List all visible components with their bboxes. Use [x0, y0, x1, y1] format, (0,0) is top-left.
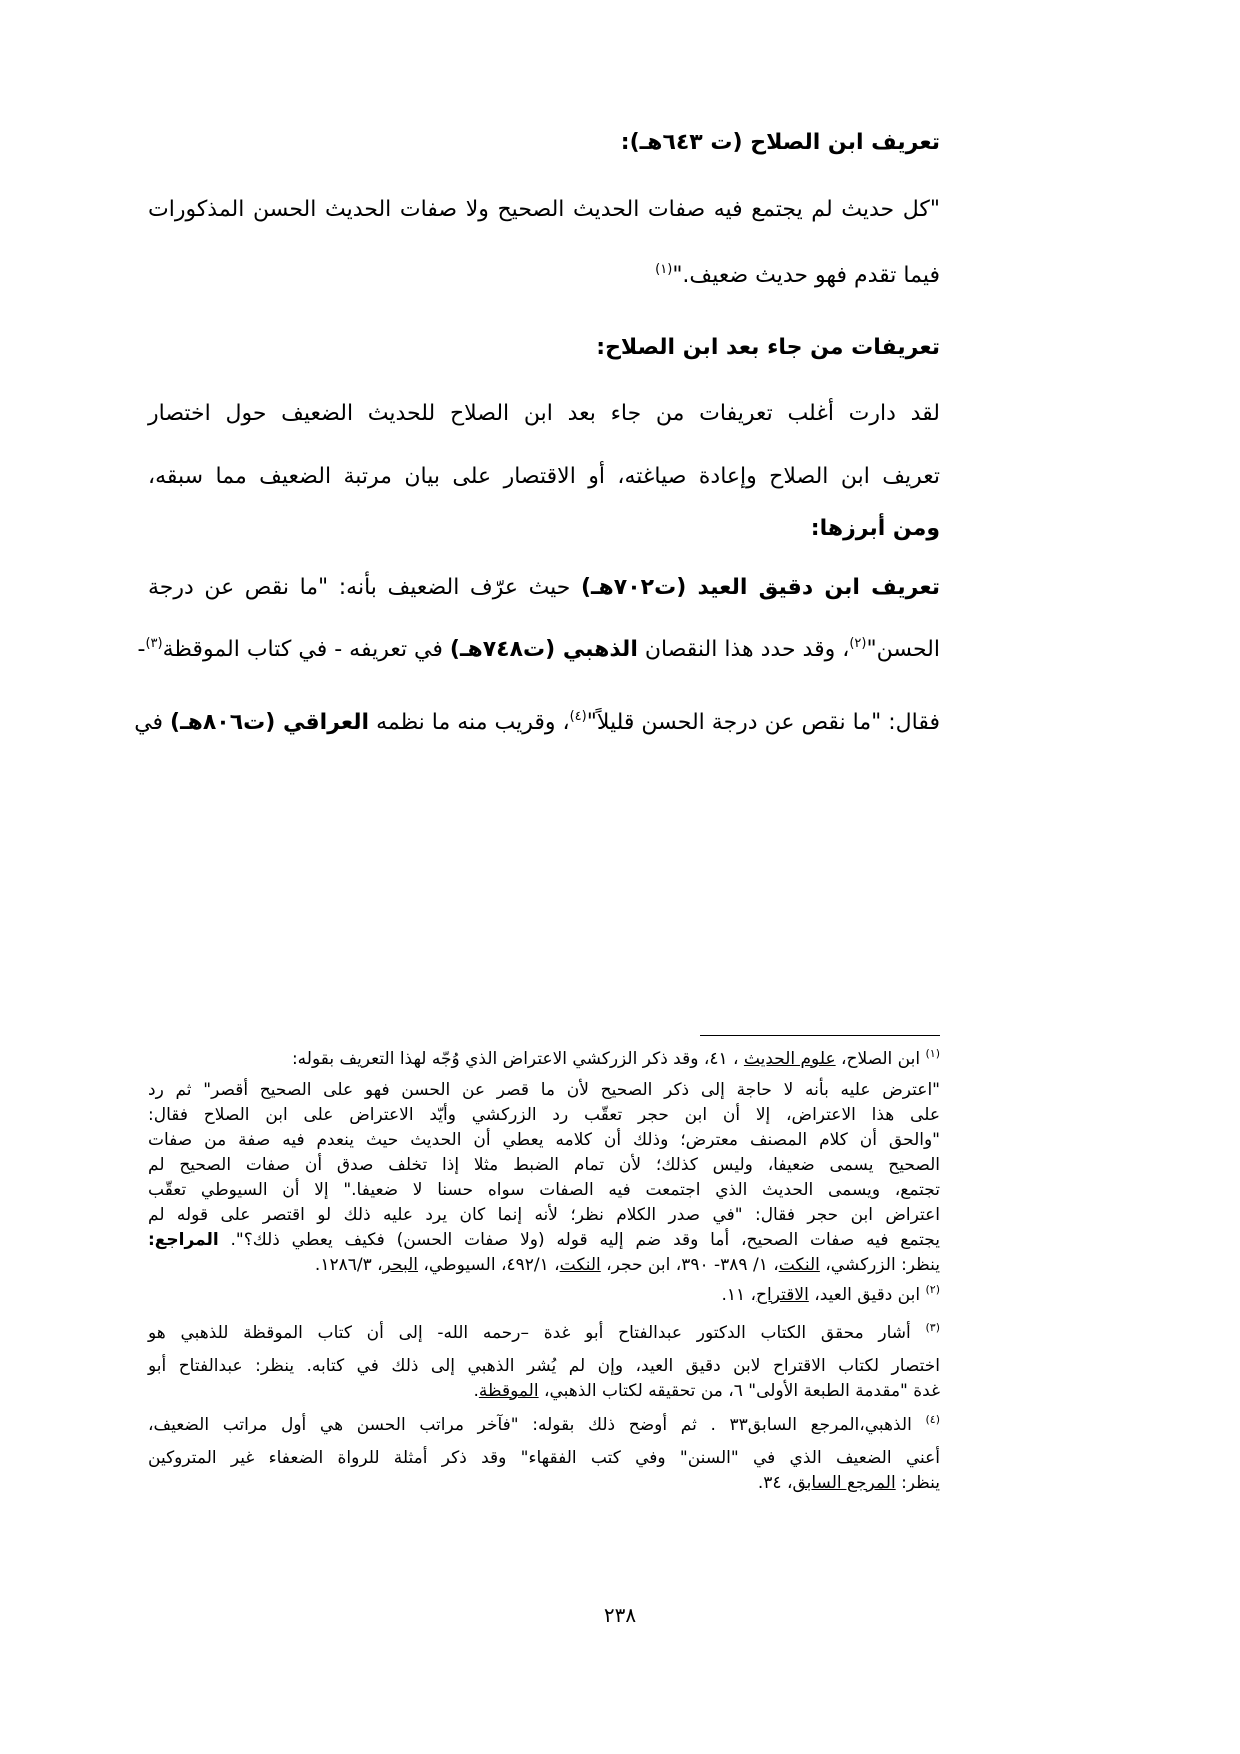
footnote-line: غدة "مقدمة الطبعة الأولى" ٦، من تحقيقه لكتاب الذهبي، الموقظة. [473, 1381, 940, 1401]
heading-later-definitions: تعريفات من جاء بعد ابن الصلاح: [596, 335, 940, 360]
footnote-3: $^{(٣)}$ أشار محقق الكتاب الدكتور عبدالفتاح أبو غدة –رحمه الله- إلى أن كتاب الموقظة للذهبي هو [148, 1321, 940, 1343]
paragraph-line: تعريف ابن الصلاح وإعادة صياغته، أو الاقتصار على بيان مرتبة الضعيف مما سبقه، [148, 464, 940, 489]
paragraph-line: فقال: "ما نقص عن درجة الحسن قليلاً"$^{(٤)}$، وقريب منه ما نظمه العراقي (ت٨٠٦هـ) في [134, 709, 940, 735]
footnote-2: $^{(٢)}$ ابن دقيق العيد، الاقتراح، ١١. [721, 1283, 940, 1305]
heading-most-prominent: ومن أبرزها: [810, 516, 940, 541]
paragraph-line: الحسن"$^{(٢)}$، وقد حدد هذا النقصان الذهبي (ت٧٤٨هـ) في تعريفه - في كتاب الموقظة$^{(٣)}$- [137, 636, 940, 662]
paragraph-line: لقد دارت أغلب تعريفات من جاء بعد ابن الصلاح للحديث الضعيف حول اختصار [148, 401, 940, 426]
footnote-line: ينظر: المرجع السابق، ٣٤. [757, 1473, 940, 1493]
footnote-ref-2[interactable]: (٢) [849, 636, 867, 651]
footnote-ref-3[interactable]: (٣) [145, 636, 163, 651]
footnote-line: اختصار لكتاب الاقتراح لابن دقيق العيد، وإن لم يُشر الذهبي إلى ذلك في كتابه. ينظر: عبدالفتاح أبو [148, 1356, 940, 1376]
paragraph-line: فيما تقدم فهو حديث ضعيف."$^{(١)}$ [655, 262, 940, 288]
footnote-line: "والحق أن كلام المصنف معترض؛ وذلك أن كلامه يعطي أن الحديث حيث ينعدم فيه صفة من صفات [148, 1130, 940, 1150]
footnotes [134, 0, 940, 1754]
paragraph-line: "كل حديث لم يجتمع فيه صفات الحديث الصحيح ولا صفات الحديث الحسن المذكورات [148, 197, 940, 222]
footnote-line: تجتمع، ويسمى الحديث الذي اجتمعت فيه الصفات سواه حسنا لا ضعيفا." إلا أن السيوطي تعقّب [148, 1180, 940, 1200]
footnote-line: على هذا الاعتراض، إلا أن ابن حجر تعقّب رد الزركشي وأيّد الاعتراض على ابن الصلاح فقال: [148, 1105, 940, 1125]
footnote-1: $^{(١)}$ ابن الصلاح، علوم الحديث ، ٤١، وقد ذكر الزركشي الاعتراض الذي وُجّه لهذا التعريف بقوله: [291, 1047, 940, 1069]
footnote-line: ينظر: الزركشي، النكت، ١/ ٣٨٩- ٣٩٠، ابن حجر، النكت، ٤٩٢/١، السيوطي، البحر، ١٢٨٦/٣. [314, 1255, 940, 1275]
heading-ibn-salah-definition: تعريف ابن الصلاح (ت ٦٤٣هـ): [620, 130, 940, 155]
footnote-ref-1[interactable]: (١) [655, 262, 673, 277]
paragraph-line: تعريف ابن دقيق العيد (ت٧٠٢هـ) حيث عرّف الضعيف بأنه: "ما نقص عن درجة [148, 575, 940, 600]
footnote-line: "اعترض عليه بأنه لا حاجة إلى ذكر الصحيح لأن ما قصر عن الحسن فهو على الصحيح أقصر" ثم رد [148, 1080, 940, 1100]
footnote-4: $^{(٤)}$ الذهبي،المرجع السابق٣٣ . ثم أوضح ذلك بقوله: "فآخر مراتب الحسن هي أول مراتب الضعيف، [148, 1413, 940, 1435]
footnote-line: يجتمع فيه صفات الصحيح، أما وقد ضم إليه قوله (ولا صفات الحسن) فكيف يعطي ذلك؟". المراجع: [148, 1230, 940, 1250]
footnote-ref-4[interactable]: (٤) [569, 709, 587, 724]
footnote-line: الصحيح يسمى ضعيفا، وليس كذلك؛ لأن تمام الضبط مثلا إذا تخلف صدق أن صفات الصحيح لم [148, 1155, 940, 1175]
page-number: ٢٣٨ [603, 1603, 637, 1627]
footnote-line: أعني الضعيف الذي في "السنن" وفي كتب الفقهاء" وقد ذكر أمثلة للرواة الضعفاء غير المتروكين [148, 1448, 940, 1468]
footnote-line: اعتراض ابن حجر فقال: "في صدر الكلام نظر؛ لأنه إنما كان يرد عليه ذلك لو اقتصر على قوله لم [148, 1205, 940, 1225]
